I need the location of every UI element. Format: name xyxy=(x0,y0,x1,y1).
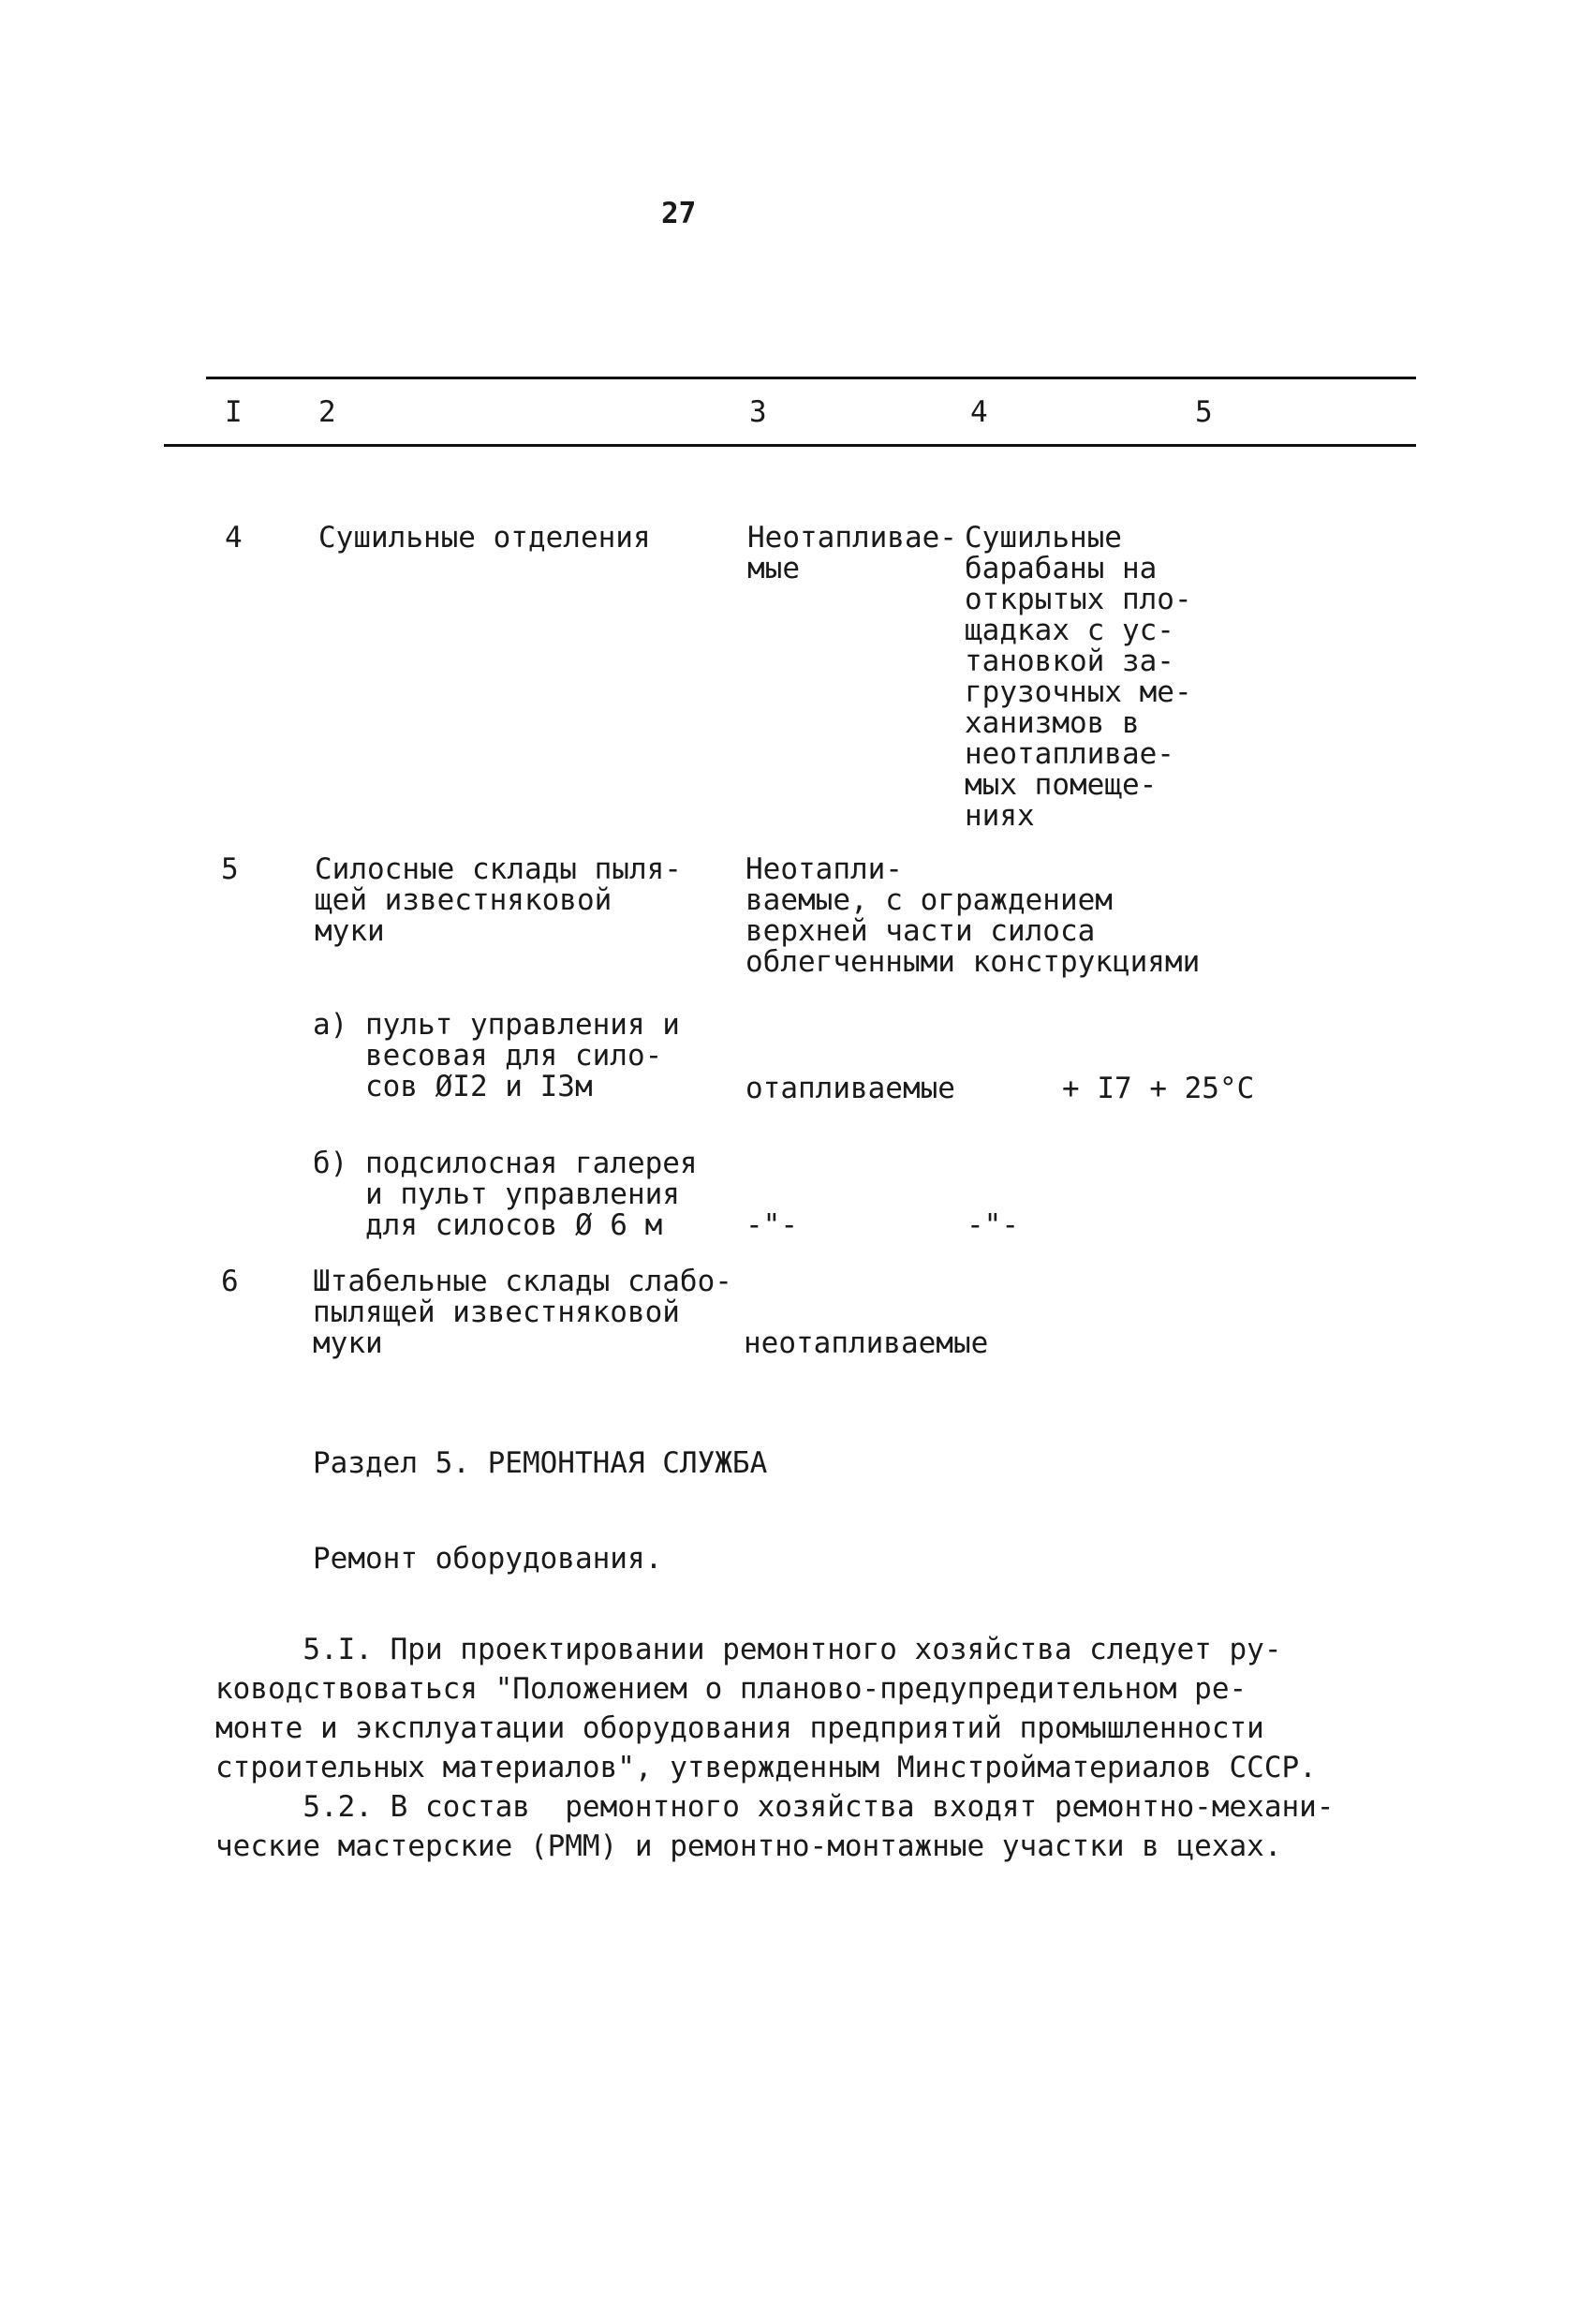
heating-line: Неотапли- xyxy=(745,852,903,886)
subrow-name xyxy=(313,1010,680,1103)
heating-line: Неотапливае- xyxy=(747,521,957,555)
paragraph-line: 5.I. При проектировании ремонтного хозяйства следует ру- xyxy=(215,1633,1282,1666)
paragraph-line: 5.2. В состав ремонтного хозяйства входят ремонтно-механи- xyxy=(215,1790,1335,1824)
table-top-rule xyxy=(206,377,1416,379)
note-line: Сушильные xyxy=(965,521,1122,555)
page-number: 27 xyxy=(661,197,697,230)
body-text xyxy=(215,1630,1334,1866)
subrow-temperature: -"- xyxy=(967,1208,1019,1242)
note-line: ниях xyxy=(965,799,1035,833)
row-name xyxy=(315,854,682,947)
row-heating: неотапливаемые xyxy=(744,1326,989,1360)
name-line: а) пульт управления и xyxy=(313,1008,680,1042)
section-subtitle: Ремонт оборудования. xyxy=(313,1542,663,1576)
row-number: 5 xyxy=(221,852,239,886)
row-name: Сушильные отделения xyxy=(318,521,651,555)
row-heating xyxy=(747,523,957,585)
subrow-temperature: + I7 + 25°C xyxy=(1062,1072,1255,1105)
name-line: Штабельные склады слабо- xyxy=(313,1265,732,1298)
name-line: щей известняковой xyxy=(315,883,613,917)
paragraph-line: монте и эксплуатации оборудования предприятий промышленности xyxy=(215,1711,1264,1745)
header-col-2: 2 xyxy=(318,395,336,429)
name-line: сов ØI2 и I3м xyxy=(313,1070,593,1103)
note-line: открытых пло- xyxy=(965,583,1192,616)
note-line: ханизмов в xyxy=(965,706,1140,740)
row-note xyxy=(965,523,1192,832)
note-line: барабаны на xyxy=(965,552,1158,585)
heating-line: верхней части силоса xyxy=(745,914,1096,948)
note-line: неотапливае- xyxy=(965,737,1174,771)
paragraph-line: ческие мастерские (РММ) и ремонтно-монтажные участки в цехах. xyxy=(215,1829,1282,1863)
header-col-1: I xyxy=(225,395,243,429)
name-line: для силосов Ø 6 м xyxy=(313,1208,663,1242)
subrow-heating: отапливаемые xyxy=(745,1072,955,1105)
row-number: 6 xyxy=(221,1265,239,1298)
name-line: муки xyxy=(313,1326,383,1360)
header-col-3: 3 xyxy=(749,395,767,429)
heating-line: облегченными конструкциями xyxy=(745,945,1201,979)
name-line: б) подсилосная галерея xyxy=(313,1147,698,1180)
header-col-5: 5 xyxy=(1195,395,1213,429)
name-line: и пульт управления xyxy=(313,1177,680,1211)
name-line: пылящей известняковой xyxy=(313,1295,680,1329)
heating-line: ваемые, с ограждением xyxy=(745,883,1113,917)
header-col-4: 4 xyxy=(970,395,988,429)
table-header-rule xyxy=(164,444,1416,447)
paragraph-line: строительных материалов", утвержденным Минстройматериалов СССР. xyxy=(215,1751,1317,1784)
heating-line: мые xyxy=(747,552,800,585)
row-name xyxy=(313,1266,732,1359)
subrow-name xyxy=(313,1148,698,1241)
paragraph-line: ководствоваться "Положением о планово-предупредительном ре- xyxy=(215,1672,1247,1706)
row-number: 4 xyxy=(225,521,243,555)
name-line: Силосные склады пыля- xyxy=(315,852,682,886)
note-line: грузочных ме- xyxy=(965,675,1192,709)
row-heating xyxy=(745,854,1200,978)
name-line: весовая для сило- xyxy=(313,1039,663,1073)
note-line: мых помеще- xyxy=(965,768,1158,802)
note-line: тановкой за- xyxy=(965,644,1174,678)
subrow-heating: -"- xyxy=(745,1208,798,1242)
note-line: щадках с ус- xyxy=(965,614,1174,647)
section-title: Раздел 5. РЕМОНТНАЯ СЛУЖБА xyxy=(313,1446,768,1480)
name-line: муки xyxy=(315,914,385,948)
